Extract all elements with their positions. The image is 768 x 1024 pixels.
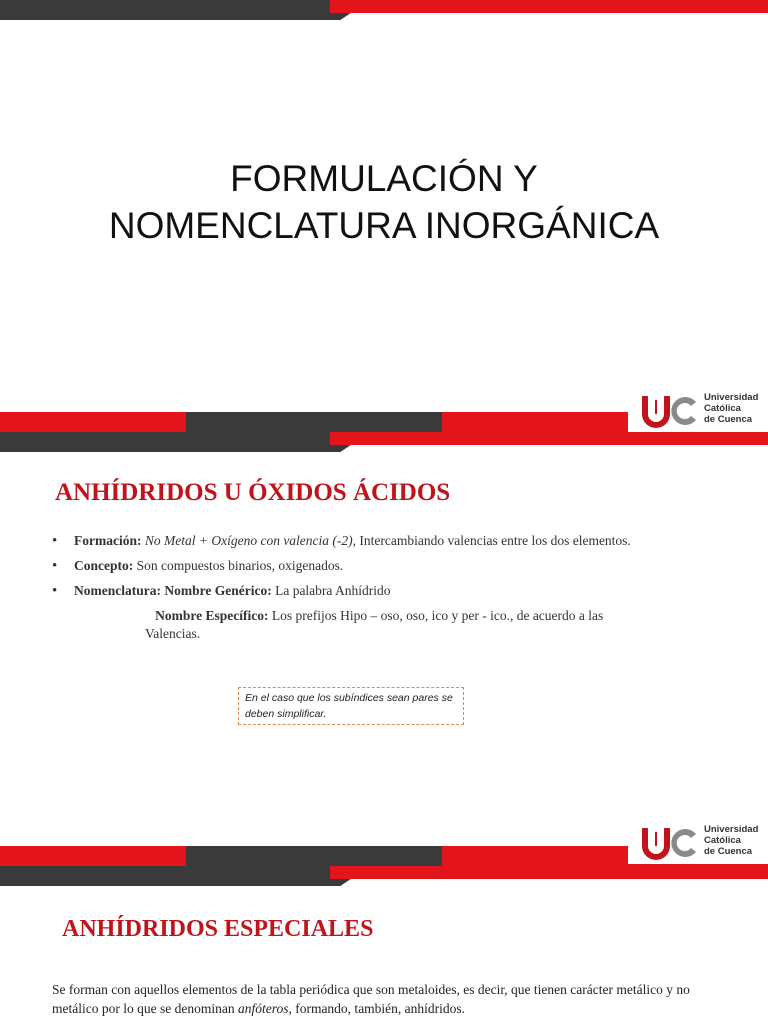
top-decor-bar <box>0 0 768 20</box>
uc-logo-icon <box>638 824 700 862</box>
body-paragraph: Se forman con aquellos elementos de la tabla periódica que son metaloides, es decir, que tienen carácter metálico y no metálico por lo que se denominan anfóteros, formando, también, anhídridos. <box>52 982 690 1016</box>
university-logo: Universidad Católica de Cuenca <box>628 388 768 432</box>
specific-name-text: Nombre Específico: Los prefijos Hipo – oso, oso, ico y per - ico., de acuerdo a las Valencias. <box>145 608 604 641</box>
anhidridos-especiales-slide <box>0 866 768 1024</box>
list-item: • Nomenclatura: Nombre Genérico: La palabra Anhídrido <box>52 582 631 600</box>
uc-logo-icon <box>638 392 700 430</box>
slide-title: FORMULACIÓN Y NOMENCLATURA INORGÁNICA <box>108 158 660 246</box>
definition-list <box>52 532 631 607</box>
list-item: • Formación: No Metal + Oxígeno con valencia (-2), Intercambiando valencias entre los dos elementos. <box>52 532 631 550</box>
top-decor-bar <box>0 866 768 886</box>
anhidridos-slide <box>0 432 768 866</box>
university-logo: Universidad Católica de Cuenca <box>628 820 768 864</box>
section-heading: ANHÍDRIDOS ESPECIALES <box>62 916 374 942</box>
title-slide <box>0 0 768 432</box>
list-item: • Concepto: Son compuestos binarios, oxigenados. <box>52 557 631 575</box>
note-box: En el caso que los subíndices sean pares se deben simplificar. <box>238 687 464 725</box>
top-decor-bar <box>0 432 768 452</box>
section-heading: ANHÍDRIDOS U ÓXIDOS ÁCIDOS <box>55 479 451 506</box>
